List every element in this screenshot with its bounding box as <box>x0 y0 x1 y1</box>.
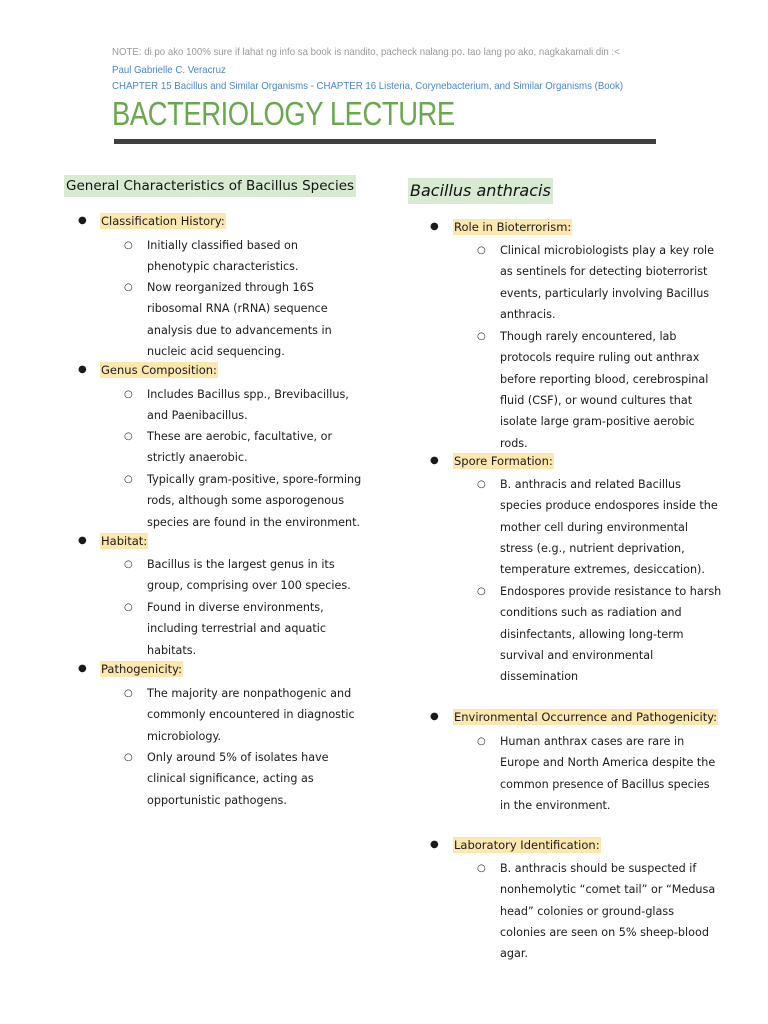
bullet-dot-icon: ● <box>430 839 439 850</box>
list-item-line: rods. <box>500 436 528 450</box>
list-item-line: Only around 5% of isolates have <box>147 751 329 764</box>
list-item-line: species are found in the environment. <box>147 515 361 529</box>
sub-bullet-icon: ○ <box>124 688 133 699</box>
list-item-line: and Paenibacillus. <box>147 409 248 423</box>
list-item-line: disinfectants, allowing long-term <box>500 627 684 641</box>
section-label: Spore Formation: <box>454 454 553 468</box>
list-item-line: protocols require ruling out anthrax <box>500 351 700 365</box>
list-item-line: ribosomal RNA (rRNA) sequence <box>147 302 328 316</box>
list-item <box>477 731 730 816</box>
list-item-line: Typically gram-positive, spore-forming <box>147 473 362 486</box>
list-item <box>477 858 730 965</box>
sub-bullet-icon: ○ <box>477 245 486 256</box>
list-item-line: Bacillus is the largest genus in its <box>147 558 335 571</box>
right-section-heading: Bacillus anthracis <box>408 178 553 204</box>
document-title: BACTERIOLOGY LECTURE <box>112 95 455 132</box>
list-item <box>124 683 372 747</box>
list-item-line: head” colonies or ground-glass <box>500 904 675 918</box>
section-bullet <box>430 709 720 725</box>
sub-bullet-icon: ○ <box>477 331 486 342</box>
list-item-line: as sentinels for detecting bioterrorist <box>500 265 708 279</box>
sub-bullet-icon: ○ <box>124 282 133 293</box>
bullet-dot-icon: ● <box>78 215 87 226</box>
list-item-line: clinical significance, acting as <box>147 772 314 786</box>
sub-bullet-icon: ○ <box>477 863 486 874</box>
list-item-line: Human anthrax cases are rare in <box>500 735 685 748</box>
list-item-line: commonly encountered in diagnostic <box>147 708 355 722</box>
list-item-line: Europe and North America despite the <box>500 756 716 770</box>
list-item <box>124 426 372 469</box>
list-item-line: common presence of Bacillus species <box>500 777 710 791</box>
list-item-line: events, particularly involving Bacillus <box>500 286 710 300</box>
section-bullet <box>78 213 363 229</box>
bullet-dot-icon: ● <box>430 221 439 232</box>
title-divider <box>114 139 656 144</box>
list-item-line: Though rarely encountered, lab <box>500 330 677 343</box>
sub-bullet-icon: ○ <box>124 474 133 485</box>
bullet-dot-icon: ● <box>78 663 87 674</box>
sub-bullet-icon: ○ <box>124 431 133 442</box>
author-link[interactable]: Paul Gabrielle C. Veracruz <box>112 64 226 76</box>
list-item <box>124 384 372 427</box>
section-label: Environmental Occurrence and Pathogenicity: <box>454 710 718 724</box>
sub-bullet-icon: ○ <box>124 389 133 400</box>
sub-bullet-icon: ○ <box>477 479 486 490</box>
list-item-line: These are aerobic, facultative, or <box>147 430 333 443</box>
sub-bullet-icon: ○ <box>124 602 133 613</box>
list-item-line: group, comprising over 100 species. <box>147 579 351 593</box>
left-section-heading: General Characteristics of Bacillus Species <box>64 175 356 197</box>
list-item <box>124 747 372 811</box>
list-item <box>477 474 730 581</box>
list-item-line: B. anthracis and related Bacillus <box>500 478 681 491</box>
list-item-line: mother cell during environmental <box>500 520 688 534</box>
section-label: Habitat: <box>101 534 148 548</box>
list-item-line: survival and environmental <box>500 649 654 663</box>
list-item-line: B. anthracis should be suspected if <box>500 862 697 875</box>
list-item-line: Found in diverse environments, <box>147 601 324 614</box>
sub-bullet-icon: ○ <box>124 559 133 570</box>
list-item <box>124 277 372 362</box>
list-item <box>124 554 372 597</box>
list-item-line: analysis due to advancements in <box>147 323 332 337</box>
sub-bullet-icon: ○ <box>124 240 133 251</box>
section-label: Pathogenicity: <box>101 662 183 676</box>
bullet-dot-icon: ● <box>430 711 439 722</box>
list-item <box>477 581 730 688</box>
list-item <box>477 326 730 454</box>
list-item <box>124 235 372 278</box>
list-item-line: before reporting blood, cerebrospinal <box>500 372 709 386</box>
list-item-line: dissemination <box>500 670 579 684</box>
list-item-line: microbiology. <box>147 729 222 743</box>
list-item-line: Endospores provide resistance to harsh <box>500 585 722 598</box>
header-note: NOTE: di po ako 100% sure if lahat ng info sa book is nandito, pacheck nalang po. tao lang po ako, nagkakamali din :< <box>112 46 620 58</box>
bullet-dot-icon: ● <box>78 364 87 375</box>
list-item-line: Includes Bacillus spp., Brevibacillus, <box>147 388 349 401</box>
list-item-line: The majority are nonpathogenic and <box>147 687 352 700</box>
list-item-line: anthracis. <box>500 308 556 322</box>
list-item-line: rods, although some asporogenous <box>147 494 345 508</box>
list-item-line: Clinical microbiologists play a key role <box>500 244 715 257</box>
section-bullet <box>78 661 363 677</box>
list-item <box>477 240 730 325</box>
list-item-line: agar. <box>500 947 528 961</box>
list-item-line: opportunistic pathogens. <box>147 793 287 807</box>
chapters-link[interactable]: CHAPTER 15 Bacillus and Similar Organisms - CHAPTER 16 Listeria, Corynebacterium, and Similar Organisms (Book) <box>112 80 624 92</box>
list-item-line: conditions such as radiation and <box>500 606 682 620</box>
list-item <box>124 597 372 661</box>
list-item-line: isolate large gram-positive aerobic <box>500 415 695 429</box>
list-item-line: colonies are seen on 5% sheep-blood <box>500 926 709 940</box>
section-label: Genus Composition: <box>101 363 217 377</box>
list-item-line: temperature extremes, desiccation). <box>500 563 705 577</box>
section-bullet <box>430 219 720 235</box>
section-label: Laboratory Identification: <box>454 838 600 852</box>
bullet-dot-icon: ● <box>430 455 439 466</box>
list-item-line: Initially classified based on <box>147 239 298 252</box>
sub-bullet-icon: ○ <box>477 736 486 747</box>
list-item-line: habitats. <box>147 643 197 657</box>
list-item <box>124 469 372 533</box>
list-item-line: phenotypic characteristics. <box>147 260 299 274</box>
list-item-line: in the environment. <box>500 799 611 813</box>
section-bullet <box>78 362 363 378</box>
list-item-line: Now reorganized through 16S <box>147 281 314 294</box>
list-item-line: strictly anaerobic. <box>147 451 248 465</box>
sub-bullet-icon: ○ <box>124 752 133 763</box>
list-item-line: fluid (CSF), or wound cultures that <box>500 394 693 408</box>
bullet-dot-icon: ● <box>78 535 87 546</box>
list-item-line: species produce endospores inside the <box>500 499 718 513</box>
list-item-line: nucleic acid sequencing. <box>147 345 285 359</box>
list-item-line: nonhemolytic “comet tail” or “Medusa <box>500 883 716 897</box>
section-bullet <box>430 837 720 853</box>
list-item-line: stress (e.g., nutrient deprivation, <box>500 542 685 556</box>
section-bullet <box>78 533 363 549</box>
section-bullet <box>430 453 720 469</box>
section-label: Classification History: <box>101 214 225 228</box>
section-label: Role in Bioterrorism: <box>454 220 572 234</box>
list-item-line: including terrestrial and aquatic <box>147 622 327 636</box>
sub-bullet-icon: ○ <box>477 586 486 597</box>
